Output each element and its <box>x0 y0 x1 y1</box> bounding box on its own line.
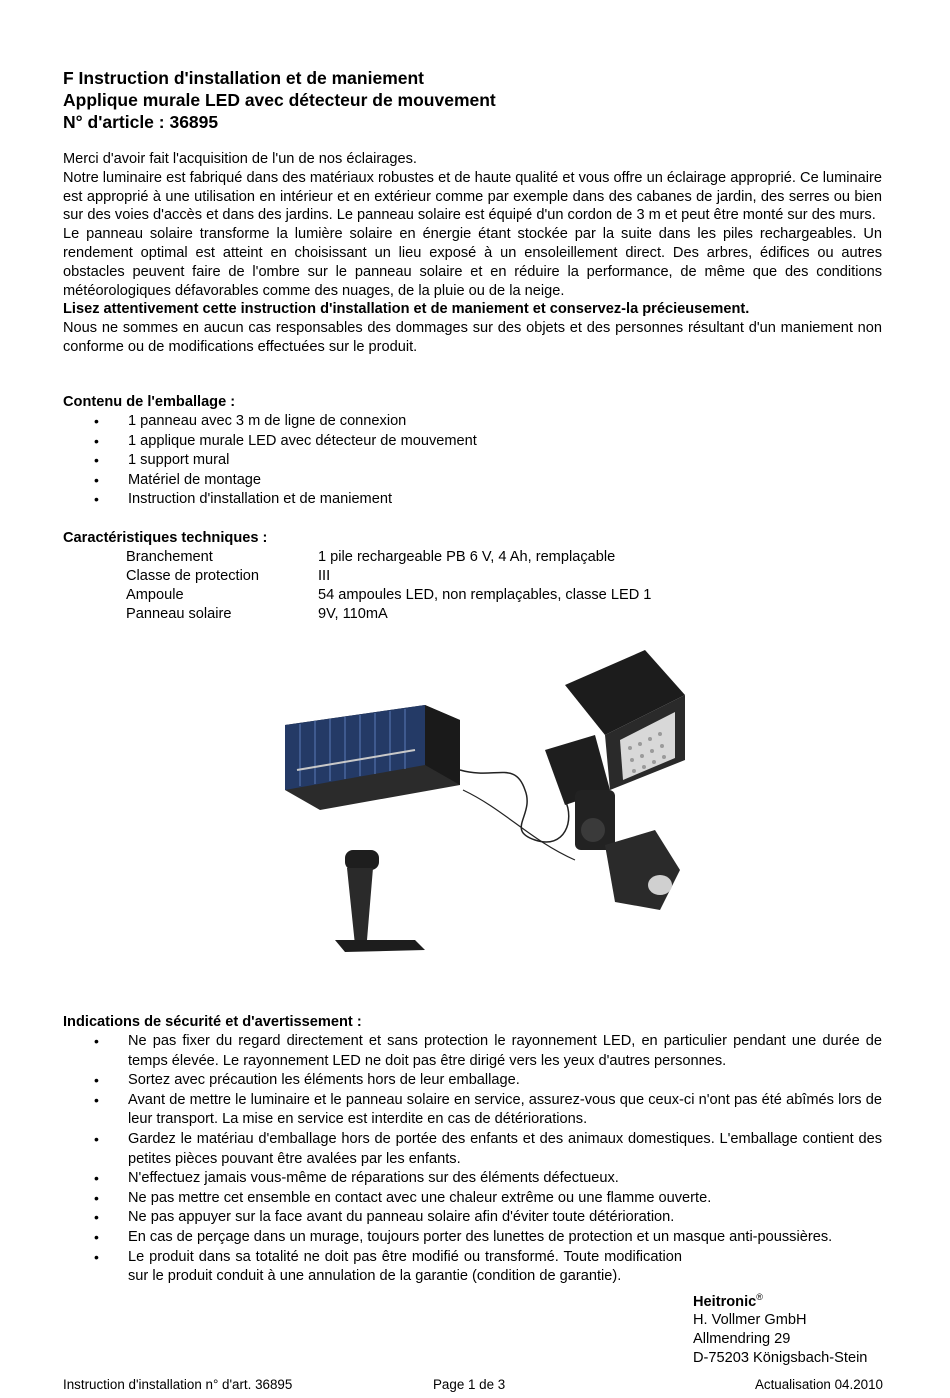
list-item: • 1 support mural <box>63 451 882 471</box>
bullet-icon: • <box>94 432 99 449</box>
package-heading: Contenu de l'emballage : <box>63 394 236 410</box>
bullet-icon: • <box>94 1189 99 1206</box>
company-name: H. Vollmer GmbH <box>693 1312 807 1329</box>
bullet-icon: • <box>94 1091 99 1108</box>
title-line-3: N° d'article : 36895 <box>63 112 219 132</box>
page-number: Page 1 de 3 <box>433 1377 506 1392</box>
brand-name: Heitronic <box>693 1293 757 1310</box>
intro-section <box>63 150 882 357</box>
street-address: Allmendring 29 <box>693 1331 791 1348</box>
spec-row <box>126 605 651 624</box>
list-item: • 1 applique murale LED avec détecteur de mouvement <box>63 432 882 452</box>
title-line-2: Applique murale LED avec détecteur de mouvement <box>63 90 496 110</box>
list-item: • Le produit dans sa totalité ne doit pas être modifié ou transformé. Toute modification sur le produit conduit à une annulation de la garantie (condition de garantie). <box>94 1248 682 1285</box>
bullet-icon: • <box>94 1248 99 1265</box>
bullet-icon: • <box>94 1033 99 1049</box>
bullet-icon: • <box>94 1228 99 1245</box>
registered-mark: ® <box>756 1292 763 1302</box>
list-item: • Ne pas appuyer sur la face avant du panneau solaire afin d'éviter toute détérioration. <box>63 1208 882 1228</box>
intro-paragraph: Merci d'avoir fait l'acquisition de l'un de nos éclairages. <box>63 151 417 167</box>
package-list <box>63 412 882 510</box>
title-line-1: F Instruction d'installation et de maniement <box>63 68 425 88</box>
spec-label: Branchement <box>126 549 213 565</box>
list-item: • Sortez avec précaution les éléments hors de leur emballage. <box>63 1071 882 1091</box>
city-address: D-75203 Königsbach-Stein <box>693 1349 868 1366</box>
bullet-icon: • <box>94 1209 99 1226</box>
spec-value: 1 pile rechargeable PB 6 V, 4 Ah, remplaçable <box>318 549 616 565</box>
bullet-icon: • <box>94 1130 99 1147</box>
spec-value: 54 ampoules LED, non remplaçables, classe LED 1 <box>318 587 652 603</box>
spec-value: 9V, 110mA <box>318 606 388 622</box>
bullet-icon: • <box>94 1170 99 1187</box>
bullet-icon: • <box>94 491 99 508</box>
intro-warning: Lisez attentivement cette instruction d'installation et de maniement et conservez-la précieusement. <box>63 301 750 318</box>
page-footer <box>63 1377 883 1395</box>
list-item: • N'effectuez jamais vous-même de réparations sur des éléments défectueux. <box>63 1169 882 1189</box>
list-item: • Ne pas fixer du regard directement et sans protection le rayonnement LED, en particulier pendant une durée de temps élevée. Le rayonnement LED ne doit pas être dirigé vers les yeux d'autres personnes. <box>94 1033 882 1069</box>
list-item: • Gardez le matériau d'emballage hors de portée des enfants et des animaux domestiques. L'emballage contient des petites pièces pouvant être avalées par les enfants. <box>94 1130 882 1167</box>
specs-table <box>126 548 651 624</box>
bullet-icon: • <box>94 413 99 429</box>
list-item: • Instruction d'installation et de maniement <box>63 490 882 510</box>
spec-row <box>126 586 651 605</box>
spec-label: Classe de protection <box>126 568 260 584</box>
intro-paragraph: Nous ne sommes en aucun cas responsables des dommages sur des objets et des personnes résultant d'un maniement non conforme ou de modifications effectuées sur le produit. <box>63 320 882 355</box>
spec-row <box>126 567 651 586</box>
sender-address <box>693 1288 867 1367</box>
list-item: • Matériel de montage <box>63 471 882 491</box>
spec-value: III <box>318 568 331 584</box>
list-item: • Avant de mettre le luminaire et le panneau solaire en service, assurez-vous que ceux-ci n'ont pas été abîmés lors de leur transport. La mise en service est interdite en cas de détériorations. <box>94 1091 882 1128</box>
bullet-icon: • <box>94 471 99 488</box>
bullet-icon: • <box>94 1072 99 1089</box>
intro-paragraph: Notre luminaire est fabriqué dans des matériaux robustes et de haute qualité et vous offre un éclairage approprié. Ce luminaire est approprié à une utilisation en intérieur et en extérieur comme par exemple dans des cabanes de jardin, des serres ou bien sur des voies d'accès et dans des jardins. Le panneau solaire est équipé d'un cordon de 3 m et peut être monté sur des murs. <box>63 169 882 224</box>
footer-doc-ref: Instruction d'installation n° d'art. 36895 <box>63 1377 293 1392</box>
spec-label: Ampoule <box>126 587 184 603</box>
document-title <box>63 67 883 133</box>
safety-list <box>63 1032 882 1287</box>
spec-row <box>126 548 651 567</box>
list-item: • En cas de perçage dans un murage, toujours porter des lunettes de protection et un masque anti-poussières. <box>63 1228 882 1248</box>
product-photo <box>275 640 715 980</box>
list-item: • 1 panneau avec 3 m de ligne de connexion <box>63 412 882 432</box>
list-item: • Ne pas mettre cet ensemble en contact avec une chaleur extrême ou une flamme ouverte. <box>63 1189 882 1209</box>
spec-label: Panneau solaire <box>126 606 232 622</box>
bullet-icon: • <box>94 452 99 469</box>
footer-revision: Actualisation 04.2010 <box>754 1377 883 1392</box>
safety-heading: Indications de sécurité et d'avertissement : <box>63 1014 362 1030</box>
specs-heading: Caractéristiques techniques : <box>63 530 268 546</box>
intro-paragraph: Le panneau solaire transforme la lumière solaire en énergie étant stockée par la suite dans les piles rechargeables. Un rendement optimal est atteint en choisissant un lieu exposé à un ensoleillement direct. Des arbres, édifices ou autres obstacles peuvent faire de l'ombre sur le panneau solaire et en réduire la performance, de même que des conditions météorologiques défavorables comme des nuages, de la pluie ou de la neige. <box>63 226 882 299</box>
